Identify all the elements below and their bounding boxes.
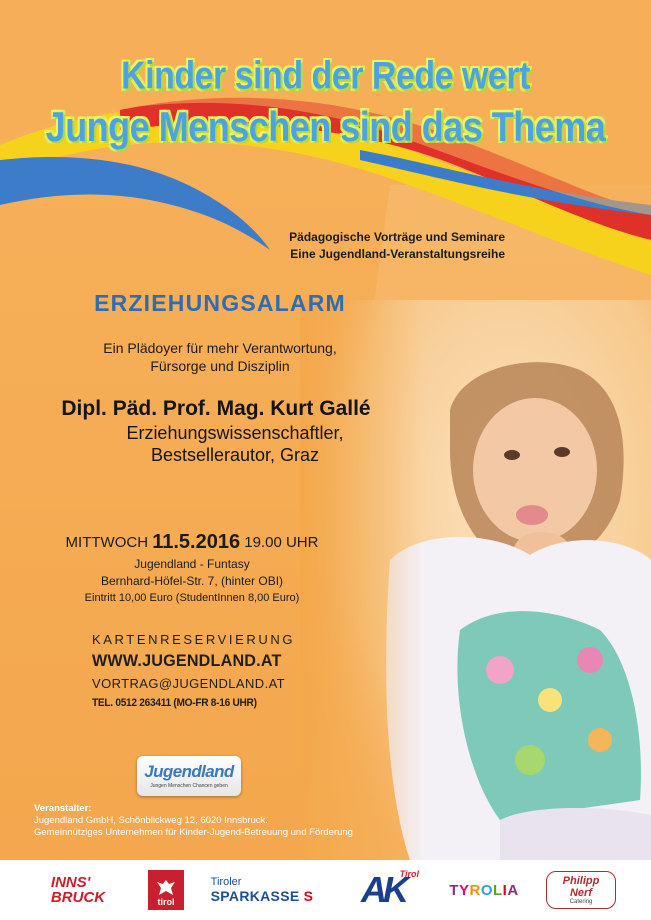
venue-line-1: Jugendland - Funtasy bbox=[134, 557, 250, 571]
speaker-role bbox=[0, 422, 470, 466]
reservation-email-link[interactable]: VORTRAG@JUGENDLAND.AT bbox=[92, 676, 286, 691]
innsbruck-logo-icon bbox=[42, 860, 114, 920]
speaker-role-line-2: Bestsellerautor, Graz bbox=[150, 445, 320, 465]
innsbruck-line-2: BRUCK bbox=[50, 889, 106, 906]
reservation-block bbox=[92, 632, 392, 709]
jugendland-logo bbox=[137, 756, 241, 796]
reservation-phone: TEL. 0512 263411 (MO-FR 8-16 UHR) bbox=[92, 697, 257, 709]
tyrolia-letter: T bbox=[449, 881, 459, 899]
headline-line-1: Kinder sind der Rede wert bbox=[121, 54, 530, 98]
sparkasse-logo-icon bbox=[203, 860, 321, 920]
tirol-eagle-icon bbox=[146, 860, 186, 920]
philipp-line-1: Philipp Nerf bbox=[562, 875, 600, 899]
tyrolia-letter: O bbox=[480, 881, 493, 899]
subtitle-line-2: Fürsorge und Disziplin bbox=[150, 358, 290, 374]
ak-tirol-logo-icon bbox=[343, 860, 423, 920]
innsbruck-line-1: INNS' bbox=[50, 874, 91, 891]
event-date-value: 11.5.2016 bbox=[152, 531, 241, 553]
series-line-1: Pädagogische Vorträge und Seminare bbox=[289, 230, 505, 244]
reservation-website-link[interactable]: WWW.JUGENDLAND.AT bbox=[92, 651, 282, 670]
eagle-icon bbox=[156, 879, 176, 897]
philipp-line-2: Catering bbox=[569, 899, 593, 905]
headline-line-2: Junge Menschen sind das Thema bbox=[45, 102, 606, 150]
organizer-label: Veranstalter: bbox=[34, 803, 92, 814]
tyrolia-letter: A bbox=[507, 881, 519, 899]
tirol-label: tirol bbox=[157, 897, 175, 907]
ak-sub-label: Tirol bbox=[399, 869, 419, 879]
jugendland-logo-tagline: Jungen Menschen Chancen geben bbox=[150, 783, 228, 789]
event-time: 19.00 UHR bbox=[244, 534, 319, 551]
tyrolia-logo-icon bbox=[448, 860, 520, 920]
event-topic: ERZIEHUNGSALARM bbox=[94, 290, 346, 316]
organizer-line-1: Jugendland GmbH, Schönblickweg 12, 6020 Innsbruck. bbox=[34, 815, 268, 826]
event-venue bbox=[0, 556, 384, 607]
philipp-nerf-logo-icon bbox=[546, 860, 616, 920]
event-weekday: MITTWOCH bbox=[65, 534, 149, 551]
series-line-2: Eine Jugendland-Veranstaltungsreihe bbox=[290, 247, 505, 261]
tyrolia-letter: L bbox=[493, 881, 503, 899]
speaker-name: Dipl. Päd. Prof. Mag. Kurt Gallé bbox=[61, 397, 371, 420]
sparkasse-line-2: SPARKASSE bbox=[210, 888, 300, 904]
venue-line-2: Bernhard-Höfel-Str. 7, (hinter OBI) bbox=[100, 574, 284, 588]
tyrolia-letter: Y bbox=[458, 881, 470, 899]
event-date bbox=[0, 531, 384, 554]
reservation-title: KARTENRESERVIERUNG bbox=[92, 632, 296, 647]
subtitle-line-1: Ein Plädoyer für mehr Verantwortung, bbox=[103, 340, 337, 356]
sparkasse-mark: S bbox=[303, 888, 314, 904]
ak-label: AK bbox=[361, 869, 405, 910]
sponsor-bar bbox=[0, 860, 651, 920]
jugendland-logo-word: Jugendland bbox=[144, 762, 234, 781]
organizer-info bbox=[34, 803, 454, 839]
tyrolia-letter: R bbox=[469, 881, 481, 899]
organizer-line-2: Gemeinnütziges Unternehmen für Kinder-Jugend-Betreuung und Förderung bbox=[34, 827, 353, 838]
event-subtitle bbox=[0, 339, 440, 375]
series-info bbox=[289, 229, 505, 263]
admission-info: Eintritt 10,00 Euro (StudentInnen 8,00 Euro) bbox=[84, 592, 300, 604]
speaker-role-line-1: Erziehungswissenschaftler, bbox=[126, 423, 344, 443]
sparkasse-line-1: Tiroler bbox=[210, 876, 242, 888]
tyrolia-letter: I bbox=[502, 881, 508, 899]
